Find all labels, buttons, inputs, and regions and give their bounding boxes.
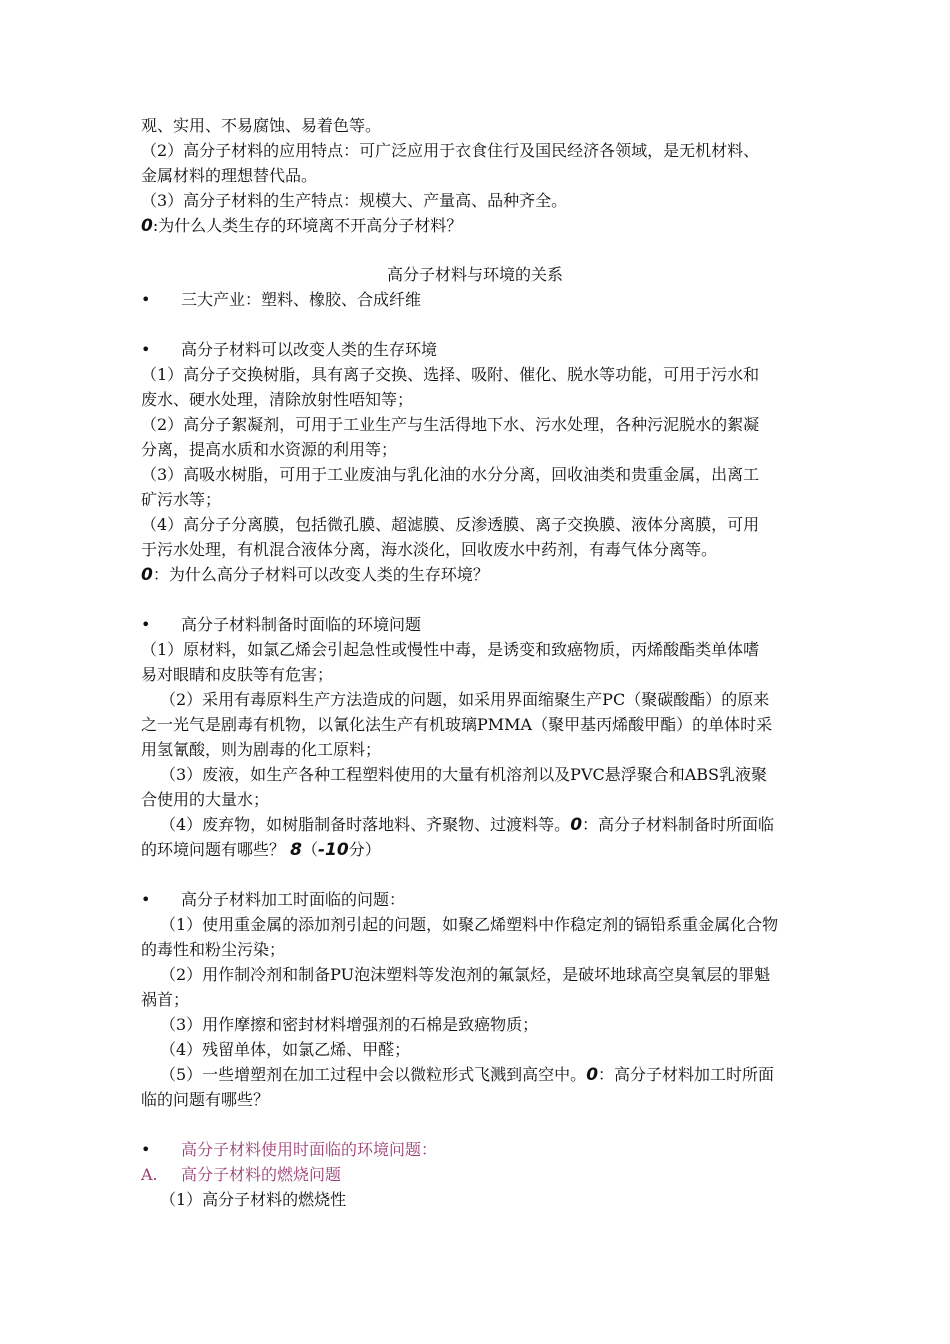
paragraph-line: （2）用作制冷剂和制备PU泡沫塑料等发泡剂的氟氯烃，是破坏地球高空臭氧层的罪魁 [160,965,771,984]
question-line [160,815,774,837]
bullet-item [141,340,437,362]
paragraph-line: （1）高分子交换树脂，具有离子交换、选择、吸附、催化、脱水等功能，可用于污水和 [141,365,760,384]
paragraph-line: 之一光气是剧毒有机物，以氰化法生产有机玻璃PMMA（聚甲基丙烯酸甲酯）的单体时采 [141,715,773,734]
question-line [141,216,462,238]
bullet-icon: • [141,890,151,909]
paragraph-line: （3）用作摩擦和密封材料增强剂的石棉是致癌物质； [160,1015,539,1034]
paragraph-line: （3）高吸水树脂，可用于工业废油与乳化油的水分分离，回收油类和贵重金属，出离工 [141,465,760,484]
paragraph-text: （4）废弃物，如树脂制备时落地料、齐聚物、过渡料等。 [160,815,571,834]
bullet-icon: • [141,615,151,634]
paragraph-line: 分离，提高水质和水资源的利用等； [141,440,398,459]
paragraph-line: （3）高分子材料的生产特点：规模大、产量高、品种齐全。 [141,191,568,210]
paragraph-line: 用氢氰酸，则为剧毒的化工原料； [141,740,382,759]
paragraph-line: （1）使用重金属的添加剂引起的问题，如聚乙烯塑料中作稳定剂的镉铅系重金属化合物 [160,915,779,934]
bullet-icon: • [141,290,151,309]
paragraph-line: 祸首； [141,990,190,1009]
question-mark: 0 [141,565,153,585]
list-label: A. [141,1165,158,1184]
section-title: 高分子材料与环境的关系 [386,265,563,284]
score-text: 分） [348,840,381,859]
bullet-text: 高分子材料可以改变人类的生存环境 [181,340,438,359]
question-text: ：高分子材料加工时所面 [598,1065,775,1084]
paragraph-line: 废水、硬水处理，清除放射性唔知等； [141,390,414,409]
bullet-text: 高分子材料加工时面临的问题： [181,890,406,909]
paragraph-line: （1）高分子材料的燃烧性 [160,1190,347,1209]
bullet-text: 高分子材料使用时面临的环境问题： [181,1140,438,1159]
bullet-item [141,1140,437,1162]
paragraph-line: （4）残留单体，如氯乙烯、甲醛； [160,1040,411,1059]
paragraph-line: （4）高分子分离膜，包括微孔膜、超滤膜、反渗透膜、离子交换膜、液体分离膜，可用 [141,515,760,534]
bullet-icon: • [141,1140,151,1159]
question-line [141,840,381,862]
question-text: ：为什么高分子材料可以改变人类的生存环境？ [152,565,489,584]
question-text: 的环境问题有哪些？ [141,840,286,859]
paragraph-line: 金属材料的理想替代品。 [141,166,318,185]
paragraph-line: 合使用的大量水； [141,790,270,809]
paragraph-line: （1）原材料，如氯乙烯会引起急性或慢性中毒，是诱变和致癌物质，丙烯酸酯类单体嗜 [141,640,760,659]
question-line [160,1065,774,1087]
question-text: :为什么人类生存的环境离不开高分子材料？ [152,216,463,235]
question-line [141,565,489,587]
bullet-text: 高分子材料制备时面临的环境问题 [181,615,422,634]
list-text: 高分子材料的燃烧问题 [181,1165,342,1184]
bullet-text: 三大产业：塑料、橡胶、合成纤维 [181,290,422,309]
bullet-item [141,290,421,312]
paragraph-line: （2）采用有毒原料生产方法造成的问题，如采用界面缩聚生产PC（聚碳酸酯）的原来 [160,690,770,709]
question-mark: 0 [570,815,583,835]
question-text: ：高分子材料制备时所面临 [582,815,775,834]
paragraph-line: 易对眼睛和皮肤等有危害； [141,665,334,684]
paragraph-text: （5）一些增塑剂在加工过程中会以微粒形式飞溅到高空中。 [160,1065,587,1084]
bullet-icon: • [141,340,151,359]
paragraph-line: （2）高分子材料的应用特点：可广泛应用于衣食住行及国民经济各领域，是无机材料、 [141,141,760,160]
question-mark: 0 [141,216,153,236]
list-item [141,1165,341,1187]
score-value: 8 [290,840,302,860]
paragraph-line: （2）高分子絮凝剂，可用于工业生产与生活得地下水、污水处理，各种污泥脱水的絮凝 [141,415,760,434]
paragraph-line: 的毒性和粉尘污染； [141,940,286,959]
score-value: -10 [317,840,349,860]
score-text: （ [301,840,318,859]
paragraph-line: 于污水处理，有机混合液体分离，海水淡化，回收废水中药剂，有毒气体分离等。 [141,540,718,559]
question-mark: 0 [586,1065,599,1085]
question-line: 临的问题有哪些？ [141,1090,270,1109]
paragraph-line: 观、实用、不易腐蚀、易着色等。 [141,116,382,135]
bullet-item [141,890,405,912]
paragraph-line: （3）废液，如生产各种工程塑料使用的大量有机溶剂以及PVC悬浮聚合和ABS乳液聚 [160,765,768,784]
paragraph-line: 矿污水等； [141,490,222,509]
bullet-item [141,615,421,637]
